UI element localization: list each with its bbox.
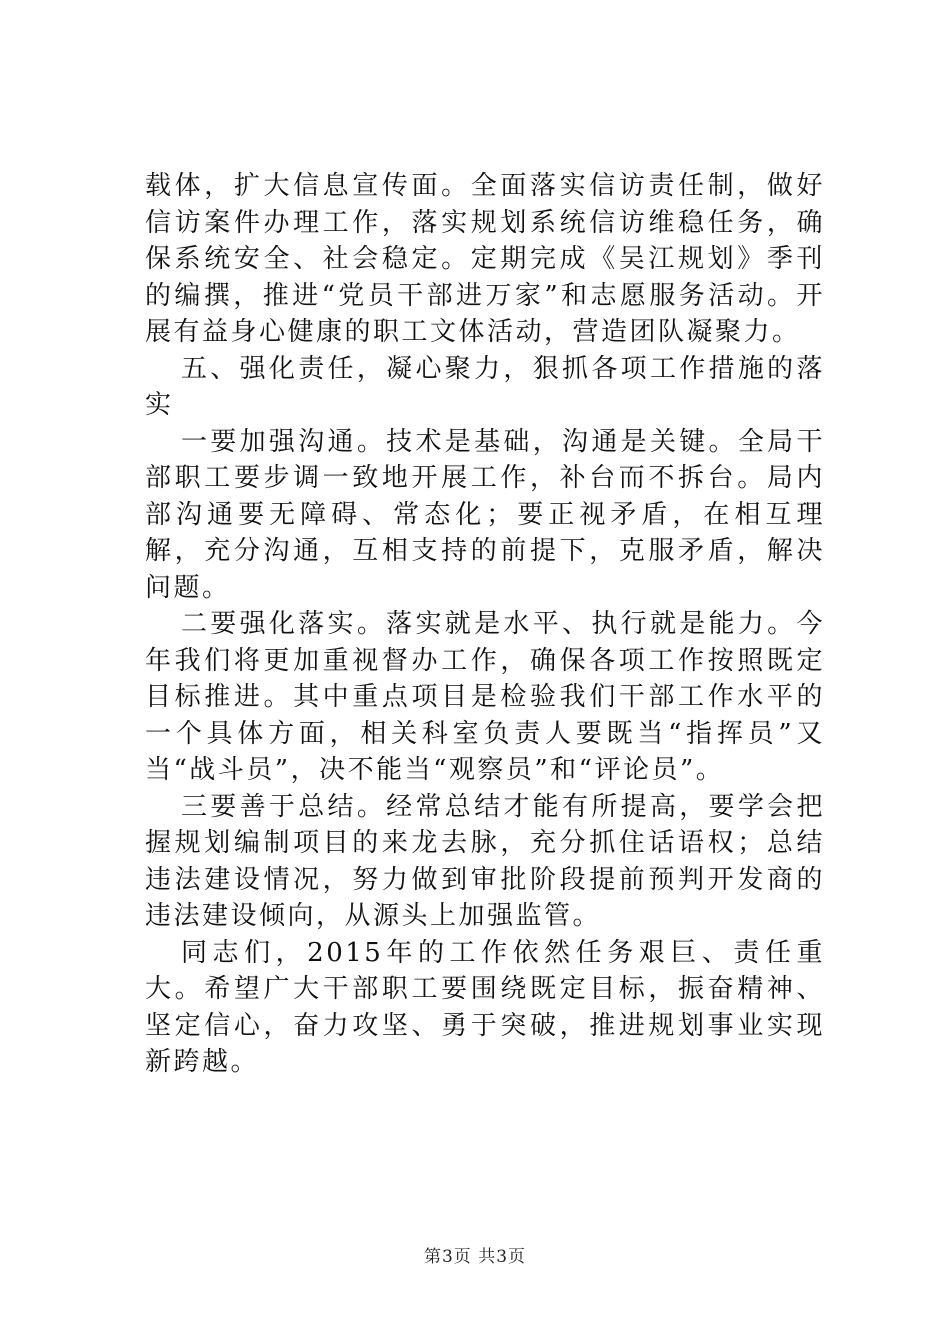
page-footer [0,1242,950,1267]
paragraph-continuation: 载体，扩大信息宣传面。全面落实信访责任制，做好信访案件办理工作，落实规划系统信访维稳任务，确保系统安全、社会稳定。定期完成《吴江规划》季刊的编撰，推进“党员干部进万家”和志愿服务活动。开展有益身心健康的职工文体活动，营造团队凝聚力。 [145,171,825,347]
paragraph-closing: 同志们，2015年的工作依然任务艰巨、责任重大。希望广大干部职工要围绕既定目标，振奋精神、坚定信心，奋力攻坚、勇于突破，推进规划事业实现新跨越。 [145,937,825,1077]
page-number-label: 第3页 共3页 [423,1247,527,1267]
paragraph-summary: 三要善于总结。经常总结才能有所提高，要学会把握规划编制项目的来龙去脉，充分抓住话语权；总结违法建设情况，努力做到审批阶段提前预判开发商的违法建设倾向，从源头上加强监管。 [145,791,825,931]
paragraph-implementation: 二要强化落实。落实就是水平、执行就是能力。今年我们将更加重视督办工作，确保各项工作按照既定目标推进。其中重点项目是检验我们干部工作水平的一个具体方面，相关科室负责人要既当“指挥员”又当“战斗员”，决不能当“观察员”和“评论员”。 [145,609,825,785]
paragraph-communication: 一要加强沟通。技术是基础，沟通是关键。全局干部职工要步调一致地开展工作，补台而不拆台。局内部沟通要无障碍、常态化；要正视矛盾，在相互理解，充分沟通，互相支持的前提下，克服矛盾，解决问题。 [145,426,825,603]
document-body [145,168,825,1081]
section-heading: 五、强化责任，凝心聚力，狠抓各项工作措施的落实 [145,353,825,420]
